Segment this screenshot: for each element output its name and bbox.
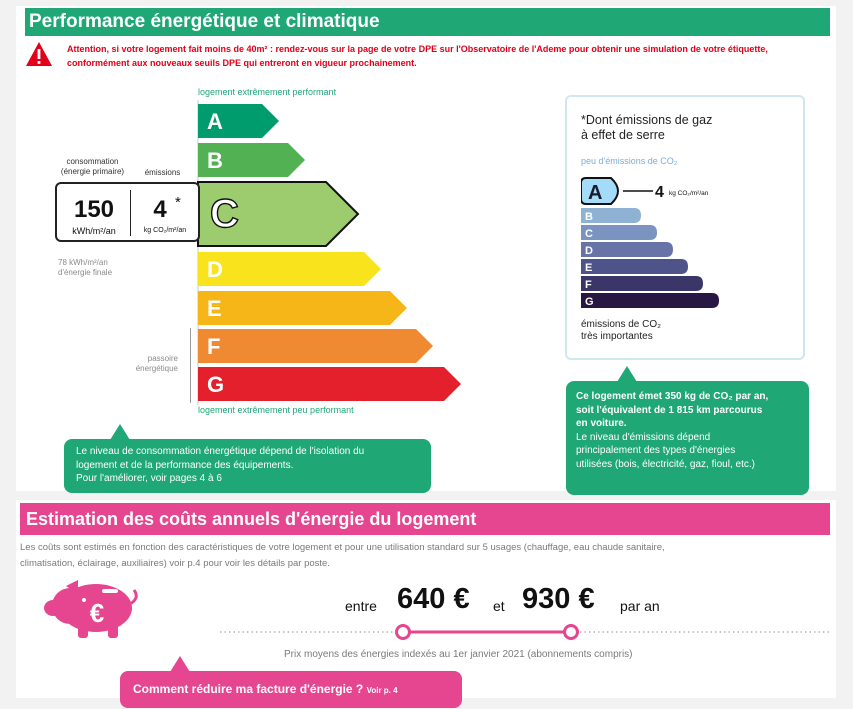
energy-class-bar-e: [198, 291, 407, 325]
co2-value: 4: [655, 184, 664, 201]
and-label: et: [493, 598, 505, 614]
consumption-value: 150: [73, 196, 115, 223]
energy-class-bar-d: [198, 252, 381, 286]
co2-top-label: peu d'émissions de CO₂: [581, 156, 678, 166]
warning-text: Attention, si votre logement fait moins de 40m² : rendez-vous sur la page de votre DPE sur l'Observatoire de l'Ademe pour obtenir une simulation de votre étiquette, conformément aux nouveaux seuils DPE qui entreront en vigueur prochainement.: [67, 44, 768, 68]
co2-class-bar-g: [581, 293, 719, 308]
energy-class-letter-a: A: [207, 109, 223, 134]
high-cost-value: 930 €: [522, 583, 595, 615]
co2-class-letter-a: A: [588, 182, 603, 204]
cost-range-slider: [220, 622, 832, 642]
co2-class-bar-f: [581, 276, 703, 291]
energy-class-letter-f: F: [207, 334, 221, 359]
energy-class-letter-e: E: [207, 296, 222, 321]
energy-performance-title: Performance énergétique et climatique: [25, 8, 830, 36]
co2-class-bar-d: [581, 242, 673, 257]
co2-note-pointer: [617, 366, 637, 382]
co2-class-letter-g: G: [585, 296, 594, 308]
co2-class-letter-b: B: [585, 211, 593, 223]
energy-note-pointer: [110, 424, 130, 440]
energy-class-letter-d: D: [207, 257, 223, 282]
annual-cost-title: Estimation des coûts annuels d'énergie du logement: [20, 503, 830, 535]
passoire-label: passoire énergétique: [135, 354, 178, 373]
button-pointer: [170, 656, 190, 672]
piggy-bank-icon: [44, 578, 140, 640]
co2-unit: kg CO₂/m²/an: [669, 190, 709, 197]
bottom-performance-label: logement extrêmement peu performant: [198, 405, 354, 415]
co2-class-scale: [581, 170, 801, 320]
consumption-unit: kWh/m²/an: [72, 226, 116, 236]
consumption-label: consommation (énergie primaire): [60, 157, 125, 176]
co2-note-bubble: Ce logement émet 350 kg de CO₂ par an, soit l'équivalent de 1 815 km parcourus en voiture. Le niveau d'émissions dépend principalement des types d'énergies utilisées (bois, électricité, gaz, fioul, etc.): [566, 381, 809, 495]
final-energy-note: 78 kWh/m²/an d'énergie finale: [58, 258, 113, 277]
energy-class-scale: [190, 100, 470, 405]
between-label: entre: [345, 598, 377, 614]
co2-class-bar-e: [581, 259, 688, 274]
reduce-bill-label: Comment réduire ma facture d'énergie ?: [133, 682, 364, 696]
energy-class-letter-g: G: [207, 372, 225, 397]
cost-description: Les coûts sont estimés en fonction des caractéristiques de votre logement et pour une utilisation standard sur 5 usages (chauffage, eau chaude sanitaire, climatisation, éclairage, auxiliaires) voir p.4 pour voir les détails par poste.: [20, 542, 665, 569]
top-performance-label: logement extrêmement performant: [198, 87, 337, 97]
reduce-bill-button[interactable]: [120, 671, 462, 708]
consumption-emissions-box: [55, 182, 200, 242]
per-year-label: par an: [620, 598, 660, 614]
emissions-unit: kg CO₂/m²/an: [143, 227, 187, 234]
co2-class-letter-f: F: [585, 279, 592, 291]
energy-note-bubble: Le niveau de consommation énergétique dépend de l'isolation du logement et de la performance des équipements. Pour l'améliorer, voir pages 4 à 6: [64, 439, 431, 493]
energy-class-bar-f: [198, 329, 433, 363]
co2-class-letter-e: E: [585, 262, 593, 274]
low-cost-value: 640 €: [397, 583, 470, 615]
warning-icon: [25, 41, 53, 67]
energy-class-letter-c: C: [210, 192, 239, 236]
emissions-label: émissions: [144, 168, 181, 177]
co2-class-letter-d: D: [585, 245, 593, 257]
reduce-bill-page-ref: Voir p. 4: [366, 686, 398, 695]
emissions-star: *: [175, 194, 181, 211]
co2-emissions-box: [565, 95, 805, 360]
energy-class-bar-g: [198, 367, 461, 401]
emissions-value: 4: [153, 196, 167, 223]
co2-bottom-label: émissions de CO₂ très importantes: [581, 319, 662, 342]
price-note: Prix moyens des énergies indexés au 1er janvier 2021 (abonnements compris): [284, 649, 633, 660]
co2-class-letter-c: C: [585, 228, 593, 240]
svg-text:€: €: [89, 598, 105, 628]
co2-box-title: *Dont émissions de gaz à effet de serre: [581, 113, 713, 142]
energy-class-letter-b: B: [207, 148, 223, 173]
